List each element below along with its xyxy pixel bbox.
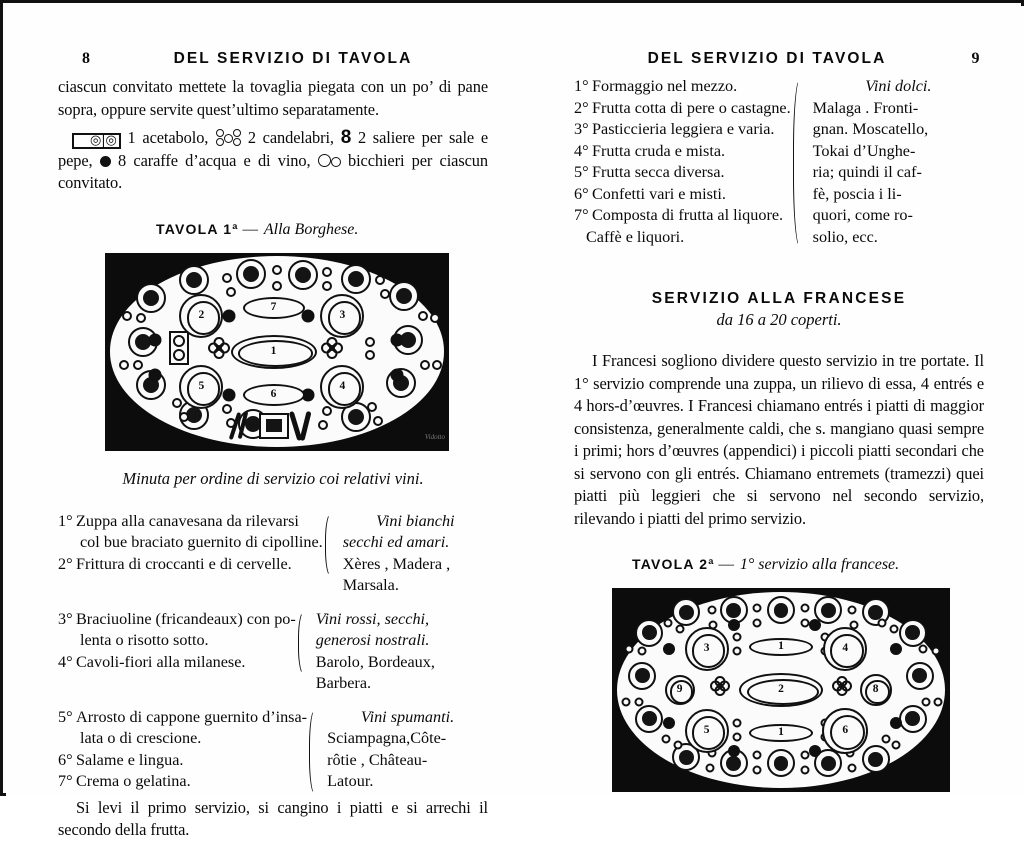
menu-brace-3 — [307, 707, 323, 793]
wine-glass-15 — [420, 360, 430, 370]
salt-pepper-box — [169, 331, 189, 365]
napkin-box — [259, 413, 289, 439]
menu-item-number: 5° — [58, 707, 73, 726]
wine-glass-11 — [119, 360, 129, 370]
dessert-wine-list — [809, 76, 984, 248]
wine-glass-23 — [881, 734, 890, 743]
section-paragraph: I Francesi sogliono dividere questo servizio in tre portate. Il 1° servizio comprende una zuppa, un rilievo di essa, 4 entrés e 4 hors-d’œuvres. I Francesi chiamano entrés i piatti di maggior consistenza, generalmente caldi, che s. mangiano quasi sempre i primi; hors d’œuvres (appendici) i piccoli piatti secondari che si servono con gli entrés. Chiamano entremets (tramezzi) quei piatti più leggieri che si servono nel secondo servizio, rilevando i piatti del primo servizio. — [574, 351, 984, 528]
cover-plate-13 — [862, 745, 890, 773]
saliere-label: 2 saliere per sale e pepe, — [58, 128, 489, 170]
candelabri-icon — [215, 129, 241, 146]
menu-item — [58, 554, 323, 576]
dish-9 — [665, 675, 695, 705]
menu-group-2 — [58, 609, 488, 695]
minuta-title: Minuta per ordine di servizio coi relativi vini. — [122, 468, 424, 488]
dessert-menu-group — [574, 76, 984, 248]
oval-dish-centre-number: 2 — [778, 683, 784, 696]
menu-item-number: 1° — [574, 77, 589, 95]
wine-glass-28 — [753, 765, 762, 774]
right-running-head — [574, 50, 984, 76]
figure2-table-plan — [612, 588, 950, 792]
menu-item-number: 7° — [58, 772, 73, 790]
menu-item-text: Cavoli-fiori alla milanese. — [76, 652, 246, 671]
menu-item-cont — [574, 227, 791, 249]
menu-group-2-items — [58, 609, 296, 674]
wine-heading: Vini dolci. — [865, 77, 932, 95]
wine-glass-18 — [932, 647, 941, 656]
menu-item-text: Frittura di croccanti e di cervelle. — [76, 554, 292, 573]
menu-item-text: lenta o risotto sotto. — [80, 631, 209, 649]
oval-dish-bottom-number: 1 — [778, 726, 784, 739]
wine-glass-7 — [375, 275, 385, 285]
wine-glass-2 — [226, 287, 236, 297]
figure1-caption-title: Alla Borghese. — [263, 220, 359, 238]
wine-name: Malaga . Fronti- — [812, 98, 919, 117]
oval-dish-1-number: 1 — [270, 344, 277, 357]
menu-item-text: Crema o gelatina. — [76, 772, 191, 790]
dish-4 — [320, 365, 364, 409]
wine-name: Marsala. — [342, 576, 399, 594]
oval-dish-centre — [739, 673, 823, 707]
wine-name: quori, come ro- — [812, 206, 913, 224]
menu-item — [58, 707, 307, 729]
menu-item-number: 3° — [58, 609, 73, 628]
wine-name: Xères , Madera , — [342, 554, 451, 573]
section-heading: SERVIZIO ALLA FRANCESE — [651, 290, 907, 307]
wine-glass-38 — [733, 732, 742, 741]
menu-group-1-items — [58, 511, 323, 576]
wine-glass-13 — [624, 645, 633, 654]
menu-item-number: 3° — [574, 120, 589, 138]
menu-item — [574, 119, 791, 141]
dessert-menu-items — [574, 76, 791, 248]
wine-glass-23 — [367, 402, 377, 412]
menu-item — [58, 652, 296, 674]
dish-2 — [179, 294, 223, 338]
menu-item-text: Frutta secca diversa. — [592, 163, 725, 181]
menu-brace-1 — [323, 511, 339, 597]
wine-glass-4 — [272, 281, 282, 291]
wine-name: Tokai d’Unghe- — [812, 141, 916, 160]
menu-item-number: 2° — [58, 554, 73, 573]
wine-glass-33 — [733, 632, 742, 641]
menu-item-cont — [58, 728, 307, 750]
menu-group-3-items — [58, 707, 307, 793]
dish-3-number: 3 — [703, 642, 710, 655]
figure2-caption-dash: — — [718, 556, 736, 573]
wine-glass-22 — [673, 741, 682, 750]
wine-glass-13 — [418, 311, 428, 321]
left-folio-number: 8 — [82, 50, 91, 67]
dish-6-number: 6 — [842, 724, 849, 737]
menu-group-1 — [58, 511, 488, 597]
wine-glass-24 — [891, 741, 900, 750]
figure1-caption-label: TAVOLA 1ª — [156, 220, 239, 237]
wine-name: ria; quindi il caf- — [812, 163, 922, 181]
menu-brace-2 — [296, 609, 312, 695]
oval-dish-7 — [243, 297, 305, 319]
wine-glass-3 — [272, 265, 282, 275]
dish-8 — [860, 674, 892, 706]
wine-glass-14 — [638, 647, 647, 656]
menu-item-text: Caffè e liquori. — [586, 227, 685, 246]
oval-dish-bottom — [749, 724, 813, 742]
cover-plate-6 — [136, 283, 166, 313]
oval-dish-6 — [243, 384, 305, 406]
menu-item-text: lata o di crescione. — [80, 729, 202, 747]
right-running-head-title: DEL SERVIZIO DI TAVOLA — [647, 50, 887, 67]
figure2-caption-label: TAVOLA 2ª — [632, 556, 715, 572]
cover-plate-11 — [906, 662, 934, 690]
dessert-brace — [791, 76, 809, 248]
wine-glass-9 — [122, 311, 132, 321]
menu-item — [574, 184, 791, 206]
wine-glass-27 — [753, 751, 762, 760]
menu-item-cont — [58, 630, 296, 652]
symbol-legend-paragraph — [58, 127, 488, 195]
wine-heading: Vini rossi, secchi, — [315, 609, 430, 628]
figure1-table-plan — [105, 253, 449, 451]
cover-plate-10 — [899, 619, 927, 647]
wine-glass-37 — [733, 718, 742, 727]
candelabro-left — [710, 676, 730, 696]
figure2-caption-title: 1° servizio alla francese. — [739, 556, 900, 573]
section-subheading: da 16 a 20 coperti. — [716, 310, 842, 329]
acetabolo-icon: ◎|◎ — [72, 133, 121, 149]
menu-item-cont — [58, 532, 323, 554]
candelabro-right — [321, 337, 343, 359]
dish-4-number: 4 — [842, 642, 849, 655]
wine-glass-28 — [365, 350, 375, 360]
wine-glass-17 — [172, 398, 182, 408]
wine-glass-16 — [635, 698, 644, 707]
wine-glass-26 — [706, 763, 715, 772]
left-page-column — [58, 6, 488, 842]
left-running-head — [58, 50, 488, 76]
caraffe-label: 8 caraffe d’acqua e di vino, — [118, 150, 311, 170]
cover-plate-15 — [767, 749, 795, 777]
menu-item-text: Confetti vari e misti. — [592, 184, 726, 203]
wine-heading: secchi ed amari. — [342, 533, 450, 551]
wine-glass-5 — [800, 604, 809, 613]
cover-plate-3 — [288, 260, 318, 290]
wine-glass-14 — [430, 313, 440, 323]
wine-glass-5 — [322, 267, 332, 277]
dish-9-number: 9 — [676, 683, 683, 696]
wine-glass-3 — [753, 604, 762, 613]
menu-item — [574, 162, 791, 184]
wine-list-1 — [339, 511, 488, 597]
dish-3 — [685, 627, 729, 671]
menu-item-number: 2° — [574, 98, 589, 117]
menu-item-number: 7° — [574, 206, 589, 224]
wine-glass-11 — [878, 618, 887, 627]
dish-2-number: 2 — [198, 309, 205, 322]
dish-5-number: 5 — [198, 380, 205, 393]
cover-plate-5 — [389, 281, 419, 311]
candelabro-right — [832, 676, 852, 696]
dish-5 — [179, 365, 223, 409]
wine-glass-10 — [136, 313, 146, 323]
wine-name: Latour. — [327, 772, 374, 790]
menu-item-text: Zuppa alla canavesana da rilevarsi — [76, 511, 299, 530]
figure2-caption — [574, 556, 984, 574]
cover-plate-2 — [236, 259, 266, 289]
caraffe-2 — [809, 619, 821, 631]
oval-dish-7-number: 7 — [270, 301, 277, 314]
caraffe-5 — [663, 717, 675, 729]
left-closing-paragraph: Si levi il primo servizio, si cangino i piatti e si arrechi il secondo della frutta. — [58, 797, 488, 839]
menu-item-text: Braciuoline (fricandeaux) con po- — [76, 609, 296, 628]
left-running-head-title: DEL SERVIZIO DI TAVOLA — [173, 50, 413, 67]
engraver-signature: Vidotto — [424, 432, 445, 441]
wine-glass-17 — [918, 645, 927, 654]
menu-item-number: 4° — [58, 652, 73, 671]
wine-glass-16 — [432, 360, 442, 370]
wine-glass-18 — [179, 412, 189, 422]
saliere-icon: 8 — [340, 127, 352, 148]
candelabri-label: 2 candelabri, — [247, 128, 334, 147]
wine-glass-20 — [934, 698, 943, 707]
caraffe-6 — [391, 369, 404, 382]
wine-glass-12 — [890, 624, 899, 633]
knife-icon-2 — [299, 411, 311, 441]
wine-name: Sciampagna,Côte- — [327, 729, 447, 747]
cover-plate-1 — [179, 265, 209, 295]
wine-glass-24 — [373, 416, 383, 426]
wine-heading: Vini spumanti. — [360, 707, 455, 726]
wine-name: solio, ecc. — [812, 227, 878, 246]
figure1-caption — [58, 221, 488, 239]
caraffe-4 — [391, 333, 404, 346]
cover-plate-7 — [628, 662, 656, 690]
wine-glass-8 — [380, 289, 390, 299]
dish-4-number: 4 — [339, 380, 346, 393]
menu-item-text: Frutta cotta di pere o castagne. — [592, 98, 791, 117]
menu-item-text: Composta di frutta al liquore. — [592, 206, 784, 224]
wine-glass-34 — [733, 647, 742, 656]
caraffe-7 — [728, 745, 740, 757]
right-page-column — [574, 6, 984, 778]
oval-dish-1 — [231, 335, 317, 369]
menu-item — [574, 98, 791, 120]
oval-dish-6-number: 6 — [270, 388, 277, 401]
dish-6 — [822, 708, 868, 754]
caraffe-3 — [663, 643, 675, 655]
caraffe-2 — [301, 309, 314, 322]
figure1-caption-dash: — — [242, 220, 260, 238]
caraffe-6 — [890, 717, 902, 729]
wine-glass-12 — [133, 360, 143, 370]
menu-item-text: Pasticcieria leggiera e varia. — [592, 120, 775, 138]
cover-plate-8 — [635, 705, 663, 733]
bicchiere-piccolo-icon — [331, 157, 341, 167]
bicchiere-grande-icon — [318, 154, 331, 167]
cover-plate-6 — [635, 619, 663, 647]
acetabolo-label: 1 acetabolo, — [127, 128, 209, 147]
menu-item-number: 6° — [574, 184, 589, 203]
wine-glass-21 — [662, 734, 671, 743]
caraffe-8 — [809, 745, 821, 757]
menu-item-text: col bue braciato guernito di cipolline. — [80, 533, 323, 551]
menu-item-text: Frutta cruda e mista. — [592, 141, 726, 160]
wine-glass-19 — [922, 698, 931, 707]
menu-item-number: 1° — [58, 511, 73, 530]
cover-plate-4 — [341, 264, 371, 294]
wine-glass-6 — [322, 281, 332, 291]
dish-3 — [320, 294, 364, 338]
menu-item-number: 5° — [574, 163, 589, 181]
wine-name: Barolo, Bordeaux, — [315, 652, 435, 671]
wine-glass-30 — [800, 765, 809, 774]
wine-glass-27 — [365, 337, 375, 347]
dish-5 — [685, 709, 729, 753]
wine-name: gnan. Moscatello, — [812, 120, 929, 138]
wine-name: rôtie , Château- — [327, 750, 428, 769]
caraffe-1 — [728, 619, 740, 631]
wine-list-2 — [312, 609, 488, 695]
cover-plate-12 — [899, 705, 927, 733]
wine-name: Barbera. — [315, 674, 372, 692]
menu-item-text: Salame e lingua. — [76, 750, 184, 769]
menu-item-text: Arrosto di cappone guernito d’insa- — [76, 707, 308, 726]
wine-glass-9 — [663, 618, 672, 627]
caraffe-1 — [222, 309, 235, 322]
cutlery-group — [229, 410, 325, 444]
bicchieri-label: bicchieri per ciascun convitato. — [58, 150, 488, 192]
menu-item — [58, 771, 307, 793]
wine-glass-1 — [222, 273, 232, 283]
menu-item — [574, 141, 791, 163]
wine-glass-6 — [800, 618, 809, 627]
wine-glass-29 — [800, 751, 809, 760]
right-folio-number: 9 — [971, 50, 980, 67]
wine-heading: Vini bianchi — [376, 511, 455, 530]
menu-item-text: Formaggio nel mezzo. — [592, 77, 738, 95]
wine-name: fè, poscia i li- — [812, 184, 902, 203]
menu-group-3 — [58, 707, 488, 793]
menu-item — [58, 750, 307, 772]
dish-8-number: 8 — [872, 683, 879, 696]
dish-5-number: 5 — [703, 724, 710, 737]
wine-glass-15 — [621, 698, 630, 707]
left-paragraph-1: ciascun convitato mettete la tovaglia piegata con un po’ di pane sopra, oppure servite quest’ultimo separatamente. — [58, 77, 488, 119]
menu-item — [58, 609, 296, 631]
menu-item — [58, 511, 323, 533]
menu-item — [574, 76, 791, 98]
caraffe-4 — [890, 643, 902, 655]
caraffa-icon — [100, 156, 111, 167]
caraffe-7 — [222, 389, 235, 402]
cover-plate-1 — [672, 598, 700, 626]
wine-list-3 — [323, 707, 488, 793]
wine-glass-7 — [847, 606, 856, 615]
caraffe-5 — [148, 369, 161, 382]
wine-glass-4 — [753, 618, 762, 627]
caraffe-3 — [148, 333, 161, 346]
wine-glass-10 — [675, 624, 684, 633]
book-page-spread — [6, 6, 1024, 839]
dish-4 — [823, 627, 867, 671]
wine-glass-32 — [847, 763, 856, 772]
dish-3-number: 3 — [339, 309, 346, 322]
oval-dish-top — [749, 638, 813, 656]
menu-item-number: 4° — [574, 141, 589, 160]
menu-item-number: 6° — [58, 750, 73, 769]
menu-item — [574, 205, 791, 227]
wine-heading: generosi nostrali. — [315, 631, 430, 649]
candelabro-left — [208, 337, 230, 359]
cover-plate-3 — [767, 596, 795, 624]
oval-dish-top-number: 1 — [778, 640, 784, 653]
wine-glass-1 — [707, 606, 716, 615]
